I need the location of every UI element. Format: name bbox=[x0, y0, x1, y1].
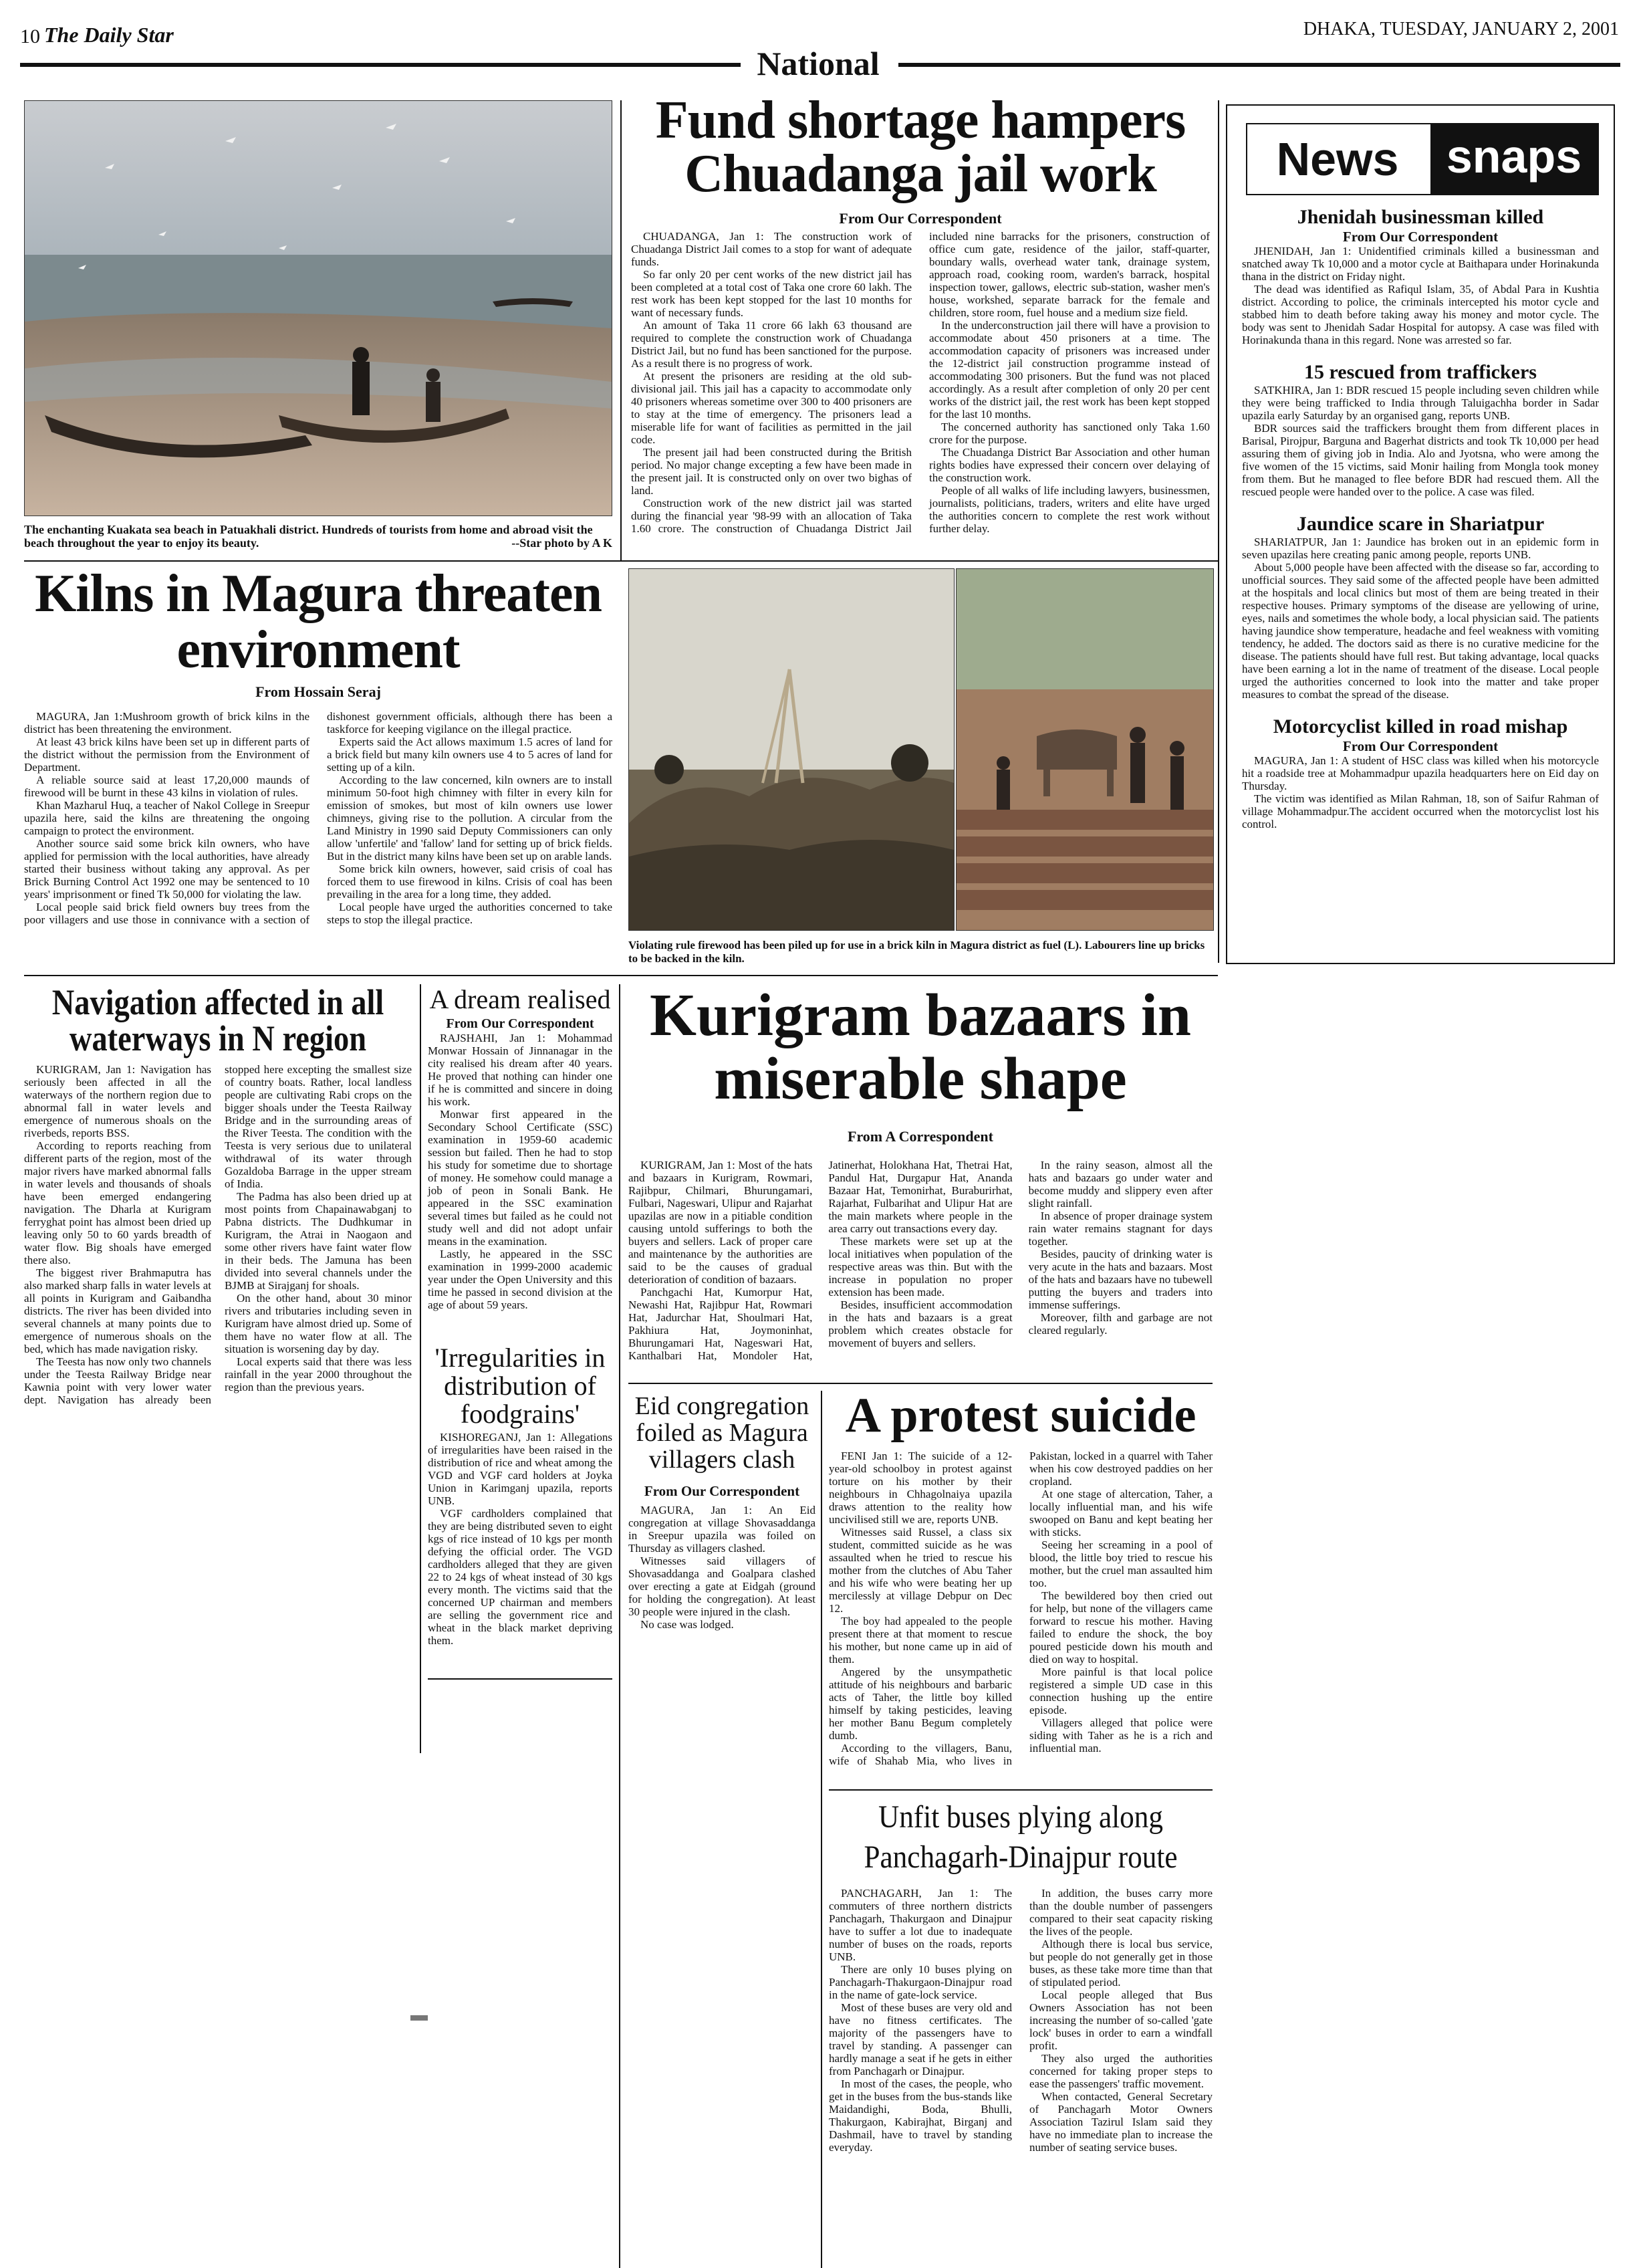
newssnaps-item-paragraph: About 5,000 people have been affected with the disease so far, according to unofficial sources. They said some of the affected people have been admitted at the hospitals and local clinics but most of them are being treated in their respective houses. Primary symptoms of the disease are yellowing of urine, eyes, nails and sometimes the whole body, a local physician said. The patients having jaundice show temperature, headache and feel weakness with vomiting tendency, he added. The doctors said as there is no curative medicine for the disease. The patients should have full rest. But taking advantage, local quacks have been earning a lot in the name of treatment of the disease. Local people urged the authorities concerned to look into the matter and take proper measures to combat the spread of the disease. bbox=[1242, 561, 1599, 701]
newssnaps-item bbox=[1242, 361, 1599, 498]
irregularities-paragraph: VGF cardholders complained that they are being distributed seven to eight kgs of rice instead of 10 kgs per month defying the official order. The VGD cardholders alleged that they are given 22 to 24 kgs of wheat instead of 30 kgs every month. The victims said that the concerned UP chairman and members are selling the government rice and wheat in the black market depriving them. bbox=[428, 1507, 612, 1647]
dateline: DHAKA, TUESDAY, JANUARY 2, 2001 bbox=[1303, 19, 1619, 39]
kurigram-paragraph: Moreover, filth and garbage are not cleared regularly. bbox=[1028, 1311, 1213, 1337]
jail-paragraph: At present the prisoners are residing at the old sub-divisional jail. This jail has a capacity to accommodate only 40 prisoners whereas sometime over 300 to 400 prisoners are to stay at the time of emergency. The prisoners lead a miserable life for want of facilities as permitted in the jail code. bbox=[631, 370, 912, 446]
hrule-4 bbox=[829, 1789, 1213, 1791]
section-title: National bbox=[757, 45, 880, 82]
newssnaps-item-paragraph: The dead was identified as Rafiqul Islam, 35, of Abdal Para in Kushtia district. According to police, the criminals intercepted his motor cycle and stabbed him to death before taking away his money and motor cycle. The body was sent to Jhenidah Sadar Hospital for autopsy. A case was filed with Horinakunda thana in this regard. None was arrested so far. bbox=[1242, 283, 1599, 346]
suicide-paragraph: More painful is that local police registered a simple UD case in this connection hushing up the entire episode. bbox=[1029, 1666, 1213, 1716]
dream-story bbox=[428, 986, 612, 1311]
hrule-3 bbox=[628, 1383, 1213, 1384]
page-marker bbox=[410, 2015, 428, 2021]
newssnaps-item-headline: Jaundice scare in Shariatpur bbox=[1296, 513, 1545, 535]
newssnaps-item-body bbox=[1242, 384, 1599, 498]
newssnaps-item-paragraph: MAGURA, Jan 1: A student of HSC class was killed when his motorcycle hit a roadside tree at Mohammadpur upazila headquarters here on Eid day on Thursday. bbox=[1242, 754, 1599, 792]
kilns-paragraph: Local people said brick field owners buy trees from the poor villagers and use those in connivance with a section of dishonest government officials, although there has been a taskforce for keeping vigilance on the illegal practice. bbox=[24, 710, 612, 926]
kurigram-paragraph: Besides, insufficient accommodation in the hats and bazaars is a great problem which creates obstacle for movement of buyers and sellers. bbox=[828, 1298, 1013, 1349]
jail-body bbox=[631, 230, 1210, 564]
newssnaps-title-snaps: snaps bbox=[1430, 124, 1598, 194]
newssnaps-item-paragraph: SHARIATPUR, Jan 1: Jaundice has broken out in an epidemic form in seven upazilas here creating panic among people, reports UNB. bbox=[1242, 536, 1599, 561]
irregularities-story bbox=[428, 1344, 612, 1647]
kilns-story bbox=[24, 566, 612, 984]
kilns-paragraph: Khan Mazharul Huq, a teacher of Nakol College in Sreepur upazila here, said the kilns are threatening the ongoing campaign to protect the environment. bbox=[24, 799, 309, 837]
newssnaps-item bbox=[1242, 206, 1599, 346]
kurigram-paragraph: KURIGRAM, Jan 1: Most of the hats and bazaars in Kurigram, Rowmari, Rajibpur, Chilmari, Bhurungamari, Fulbari, Nageswari, Ulipur and Rajarhat upazilas are now in a pitiable condition causing untold sufferings to both the buyers and sellers. Lack of proper care and maintenance by the authorities are said to be the causes of gradual deterioration of condition of bazaars. bbox=[628, 1159, 813, 1286]
irregularities-headline: 'Irregularities in distribution of foodgrains' bbox=[434, 1343, 606, 1429]
kurigram-headline: Kurigram bazaars in miserable shape bbox=[650, 982, 1191, 1112]
suicide-story bbox=[829, 1388, 1213, 1775]
suicide-paragraph: At one stage of altercation, Taher, a locally influential man, and his wife swooped on Banu and kept beating her with sticks. bbox=[1029, 1488, 1213, 1539]
navigation-paragraph: The biggest river Brahmaputra has also marked sharp falls in water levels at all points in Kurigram and Gaibandha districts. The river has been divided into several channels at many points due to emergence of numerous shoals on the bed, which has made navigation risky. bbox=[24, 1266, 211, 1355]
jail-paragraph: So far only 20 per cent works of the new district jail has been completed at a total cost of Taka one crore 60 lakh. The rest work has been kept stopped for the last 10 months for want of necessary funds. bbox=[631, 268, 912, 319]
buses-paragraph: Local people alleged that Bus Owners Association has not been increasing the number of so-called 'gate lock' buses in order to earn a windfall profit. bbox=[1029, 1989, 1213, 2052]
irregularities-paragraph: KISHOREGANJ, Jan 1: Allegations of irregularities have been raised in the distribution of rice and wheat among the VGD and VGF card holders at Joyka Union in Karimganj upazila, reports UNB. bbox=[428, 1431, 612, 1507]
col-rule-3 bbox=[420, 984, 421, 1753]
kilns-paragraph: According to the law concerned, kiln owners are to install minimum 50-foot high chimney with filter in every kiln for emission of smokes, but most of kiln owners use lower chimneys, giving rise to the pollution. A circular from the Land Ministry in 1990 said Deputy Commissioners can only allow 'unfertile' and 'fallow' land for setting up of brick fields. But in the district many kilns have been set up on arable lands. bbox=[327, 774, 612, 863]
navigation-story bbox=[24, 984, 412, 1438]
kurigram-body bbox=[628, 1159, 1213, 1399]
newssnaps-box bbox=[1226, 104, 1615, 964]
hrule-1 bbox=[24, 560, 1218, 562]
dream-paragraph: Monwar first appeared in the Secondary School Certificate (SSC) examination in 1959-60 academic session but failed. Then he had to stop his study for sometime due to shortage of money. He somehow could manage a job of peon in Sonali Bank. He appeared in the SSC examination several times but failed as he could not study well and did not adopt unfair means in the examination. bbox=[428, 1108, 612, 1248]
navigation-body bbox=[24, 1063, 412, 1438]
eid-body bbox=[628, 1504, 815, 1631]
irregularities-body bbox=[428, 1431, 612, 1647]
kilns-paragraph: Experts said the Act allows maximum 1.5 acres of land for a brick field but many kiln owners use 4 to 5 acres of land for setting up of a kiln. bbox=[327, 735, 612, 774]
masthead-rule-right bbox=[898, 63, 1620, 67]
kilns-paragraph: A reliable source said at least 17,20,000 maunds of firewood will be burnt in these 43 kilns in violation of rules. bbox=[24, 774, 309, 799]
newssnaps-list bbox=[1242, 206, 1599, 845]
kurigram-paragraph: These markets were set up at the local initiatives when population of the respective areas was thin. But with the increase in population no proper extension has been made. bbox=[828, 1235, 1013, 1298]
kurigram-paragraph: In the rainy season, almost all the hats and bazaars go under water and become muddy and slippery even after slight rainfall. bbox=[1028, 1159, 1213, 1210]
buses-paragraph: PANCHAGARH, Jan 1: The commuters of three northern districts Panchagarh, Thakurgaon and Dinajpur have to suffer a lot due to inadequate number of buses on the roads, reports UNB. bbox=[829, 1887, 1012, 1963]
navigation-paragraph: KURIGRAM, Jan 1: Navigation has seriously been affected in all the waterways of the northern region due to abnormal fall in water levels and emergence of numerous shoals on the riverbeds, reports BSS. bbox=[24, 1063, 211, 1139]
kiln-photo-right bbox=[956, 568, 1214, 931]
dream-paragraph: Lastly, he appeared in the SSC examination in 1999-2000 academic year under the Open University and this time he passed in second division at the age of about 59 years. bbox=[428, 1248, 612, 1311]
beach-photo-caption: The enchanting Kuakata sea beach in Patuakhali district. Hundreds of tourists from home and abroad visit the beach throughout the year to enjoy its beauty. --Star photo by A K bbox=[24, 523, 612, 550]
suicide-paragraph: Seeing her screaming in a pool of blood, the little boy tried to rescue his mother, but the cruel man assaulted him too. bbox=[1029, 1539, 1213, 1589]
buses-paragraph: When contacted, General Secretary of Panchagarh Motor Owners Association Tazirul Islam said they have no immediate plan to increase the number of seating service buses. bbox=[1029, 2090, 1213, 2154]
buses-story bbox=[829, 1797, 1213, 2248]
beach-photo bbox=[24, 100, 612, 516]
buses-paragraph: Most of these buses are very old and have no fitness certificates. The majority of the passengers have to travel by standing. A passenger can hardly manage a seat if he gets in either from Panchagarh or Dinajpur. bbox=[829, 2001, 1012, 2077]
newssnaps-item-byline: From Our Correspondent bbox=[1342, 738, 1499, 754]
eid-story bbox=[628, 1393, 815, 1631]
dream-body bbox=[428, 1032, 612, 1311]
jail-paragraph: In the underconstruction jail there will have a provision to accommodate about 450 prisoners at a time. The accommodation capacity of prisoners was increased under the 12-district jail construction programme instead of accommodating 300 prisoners. But the fund was not placed accordingly. As a result after completion of only 20 per cent works of the district jail, the rest work has been kept stopped for the last 10 months. bbox=[929, 319, 1210, 421]
kurigram-paragraph: Besides, paucity of drinking water is very acute in the hats and bazaars. Most of the hats and bazaars have no tubewell putting the buyers and traders into immense sufferings. bbox=[1028, 1248, 1213, 1311]
dream-headline: A dream realised bbox=[429, 984, 611, 1014]
suicide-paragraph: FENI Jan 1: The suicide of a 12-year-old schoolboy in protest against torture on his mother by their neighbours in Chhagolnaiya upazila draws attention to the reality how uncivilised still we are, reports UNB. bbox=[829, 1450, 1012, 1526]
suicide-paragraph: According to the villagers, Banu, wife of Shahab Mia, who lives in Pakistan, locked in a quarrel with Taher when his cow destroyed paddies on her cropland. bbox=[829, 1450, 1213, 1767]
suicide-body bbox=[829, 1450, 1213, 1775]
newssnaps-item bbox=[1242, 715, 1599, 830]
newssnaps-item-paragraph: JHENIDAH, Jan 1: Unidentified criminals killed a businessman and snatched away Tk 10,000 and a motor cycle at Baithapara under Horinakunda thana in the district on Friday night. bbox=[1242, 245, 1599, 283]
newssnaps-item-paragraph: BDR sources said the traffickers brought them from different places in Barisal, Pirojpur, Barguna and Bagerhat districts and took Tk 10,000 per head assuring them of giving job in India. Alo and Jyotsna, who were among the five women of the 15 victims, said Monir hailing from Mongla took money from them. But he managed to flee before BDR had rescued them. All the rescued people were handed over to the police. A case was filed. bbox=[1242, 422, 1599, 498]
navigation-paragraph: According to reports reaching from different parts of the region, most of the major rivers have marked abnormal falls in water levels and thousands of shoals have been emerged endangering navigation. The Dharla at Kurigram ferryghat point has almost been dried up leaving only 50 to 60 yards breadth of water flow. Big shoals have emerged there also. bbox=[24, 1139, 211, 1266]
newssnaps-item-body bbox=[1242, 754, 1599, 830]
beach-photo-credit: --Star photo by A K bbox=[511, 536, 612, 550]
kilns-paragraph: MAGURA, Jan 1:Mushroom growth of brick kilns in the district has been threatening the environment. bbox=[24, 710, 309, 735]
suicide-paragraph: Villagers alleged that police were siding with Taher as he is a rich and influential man. bbox=[1029, 1716, 1213, 1754]
jail-paragraph: The present jail had been constructed during the British period. No major change excepting a few have been made in the present jail. It is constructed only on over two bighas of land. bbox=[631, 446, 912, 497]
masthead-rule-left bbox=[20, 63, 741, 67]
kurigram-story bbox=[628, 984, 1213, 1399]
newssnaps-item-headline: Jhenidah businessman killed bbox=[1297, 206, 1544, 228]
jail-paragraph: CHUADANGA, Jan 1: The construction work of Chuadanga District Jail comes to a stop for want of adequate funds. bbox=[631, 230, 912, 268]
eid-byline: From Our Correspondent bbox=[644, 1482, 800, 1499]
newssnaps-item-headline: 15 rescued from traffickers bbox=[1304, 361, 1537, 383]
hrule-2 bbox=[24, 975, 1218, 976]
kilns-headline: Kilns in Magura threaten environment bbox=[35, 564, 602, 679]
kilns-byline: From Hossain Seraj bbox=[255, 683, 381, 700]
newssnaps-item-body bbox=[1242, 536, 1599, 701]
newssnaps-item-body bbox=[1242, 245, 1599, 346]
kilns-paragraph: Local people have urged the authorities concerned to take steps to stop the illegal practice. bbox=[327, 901, 612, 926]
suicide-paragraph: The bewildered boy then cried out for help, but none of the villagers came forward to rescue his mother. Having failed to endure the shock, the boy poured pesticide down his mouth and died on way to hospital. bbox=[1029, 1589, 1213, 1666]
eid-paragraph: Witnesses said villagers of Shovasaddanga and Goalpara clashed over erecting a gate at Eidgah (ground for holding the congregation). At least 30 people were injured in the clash. bbox=[628, 1554, 815, 1618]
kurigram-byline: From A Correspondent bbox=[848, 1128, 993, 1145]
jail-headline: Fund shortage hampers Chuadanga jail work bbox=[655, 91, 1186, 203]
navigation-headline: Navigation affected in all waterways in N region bbox=[51, 982, 384, 1058]
navigation-paragraph: Local experts said that there was less rainfall in the year 2000 throughout the region than the previous years. bbox=[225, 1355, 412, 1393]
eid-headline: Eid congregation foiled as Magura villagers clash bbox=[634, 1392, 809, 1474]
col-rule-1 bbox=[620, 100, 622, 562]
kilns-paragraph: At least 43 brick kilns have been set up in different parts of the district without the permission from the Environment of Department. bbox=[24, 735, 309, 774]
navigation-paragraph: The Padma has also been dried up at most points from Chapainawabganj to Pabna districts. The Dudhkumar in Kurigram, the Atrai in Naogaon and some other rivers have faint water flow in their beds. The Jamuna has been divided into several channels under the BJMB at Sirajganj for shoals. bbox=[225, 1190, 412, 1292]
buses-headline: Unfit buses plying along Panchagarh-Dinajpur route bbox=[864, 1799, 1178, 1875]
col-rule-2 bbox=[1218, 100, 1219, 963]
buses-paragraph: There are only 10 buses plying on Panchagarh-Thakurgaon-Dinajpur road in the name of gate-lock service. bbox=[829, 1963, 1012, 2001]
jail-paragraph: People of all walks of life including lawyers, businessmen, journalists, politicians, traders, writers and elite have urged the authorities concern to complete the rest work without further delay. bbox=[929, 484, 1210, 535]
kurigram-paragraph: In absence of proper drainage system rain water remains stagnant for days together. bbox=[1028, 1210, 1213, 1248]
dream-byline: From Our Correspondent bbox=[446, 1016, 594, 1031]
buses-paragraph: They also urged the authorities concerned for taking proper steps to ease the passengers' traffic movement. bbox=[1029, 2052, 1213, 2090]
suicide-headline: A protest suicide bbox=[845, 1388, 1196, 1443]
kilns-paragraph: Another source said some brick kiln owners, who have applied for permission with the local authorities, have already started their business without taking any approval. As per Brick Burning Control Act 1992 one may be sentenced to 10 years' imprisonment or fined Tk 50,000 for violating the law. bbox=[24, 837, 309, 901]
buses-paragraph: Although there is local bus service, but people do not generally get in those buses, as these take more time than that of stipulated period. bbox=[1029, 1938, 1213, 1989]
jail-story bbox=[631, 91, 1210, 564]
dream-paragraph: RAJSHAHI, Jan 1: Mohammad Monwar Hossain of Jinnanagar in the city realised his dream after 40 years. He proved that nothing can hinder one if he is committed and sincere in doing his work. bbox=[428, 1032, 612, 1108]
jail-paragraph: Construction work of the new district jail was started during the financial year '98-99 with an allocation of Taka 1.60 crore. The construction of Chuadanga District Jail included nine barracks for the prisoners, construction of office cum gate, residence of the jailor, staff-quarter, boundary walls, overhead water tank, drainage system, approach road, cooking room, warden's barrack, hospital inspection tower, gallows, electric sub-station, washer men's house, workshed, separate barrack for the female and children, store room, fuel house and a medium size field. bbox=[631, 230, 1210, 535]
paper-logo: The Daily Star bbox=[44, 23, 174, 47]
navigation-paragraph: On the other hand, about 30 minor rivers and tributaries including seven in Kurigram have almost dried up. Some of them have no water flow at all. The situation is worsening day by day. bbox=[225, 1292, 412, 1355]
jail-paragraph: The Chuadanga District Bar Association and other human rights bodies have expressed their concern over delaying of the construction work. bbox=[929, 446, 1210, 484]
page-number: 10 bbox=[20, 25, 40, 47]
navigation-paragraph: The Teesta has now only two channels under the Teesta Railway Bridge near Kawnia point with very lower water dept. Navigation has already been stopped here excepting the smallest size of country boats. Rather, local landless people are cultivating Rabi crops on the bigger shoals under the Teesta Railway Bridge and in the surrounding areas of the River Teesta. The condition with the Teesta is very serious due to unilateral withdrawal of its water through Gozaldoba Barrage in the upper stream of India. bbox=[24, 1063, 412, 1406]
suicide-paragraph: Witnesses said Russel, a class six student, committed suicide as he was assaulted when he tried to rescue his mother from the clutches of Abu Taher and his wife who were beating her up mercilessly at village Debpur on Dec 12. bbox=[829, 1526, 1012, 1615]
kiln-photo-left bbox=[628, 568, 955, 931]
newssnaps-title bbox=[1246, 123, 1599, 195]
col-rule-4 bbox=[619, 984, 620, 2268]
newssnaps-item bbox=[1242, 513, 1599, 701]
kilns-body bbox=[24, 710, 612, 984]
jail-paragraph: An amount of Taka 11 crore 66 lakh 63 thousand are required to complete the construction work of Chuadanga District Jail, but no fund has been sanctioned for the purpose. As a result there is no progress of work. bbox=[631, 319, 912, 370]
newssnaps-item-byline: From Our Correspondent bbox=[1342, 229, 1499, 245]
kiln-photo-caption: Violating rule firewood has been piled up for use in a brick kiln in Magura district as fuel (L). Labourers line up bricks to be backed in the kiln. bbox=[628, 939, 1205, 965]
jail-byline: From Our Correspondent bbox=[839, 210, 1002, 227]
buses-paragraph: In most of the cases, the people, who get in the buses from the bus-stands like Maidandighi, Boda, Bhulli, Thakurgaon, Kabirajhat, Birganj and Dashmail, have to travel by standing everyday. bbox=[829, 2077, 1012, 2154]
kurigram-paragraph: Panchgachi Hat, Kumorpur Hat, Newashi Hat, Rajibpur Hat, Rowmari Hat, Jadurchar Hat, Shoulmari Hat, Pakhiura Hat, Joymoninhat, Bhurungamari Hat, Nageswari Hat, Kanthalbari Hat, Mondoler Hat, Jatinerhat, Holokhana Hat, Thetrai Hat, Pandul Hat, Durgapur Hat, Ananda Bazaar Hat, Temonirhat, Buraburirhat, Rajarhat, Fulbarihat and Ulipur Hat are the main markets where people in the area carry out transactions every day. bbox=[628, 1159, 1013, 1362]
suicide-paragraph: The boy had appealed to the people present there at that moment to rescue his mother, but none came up in aid of them. bbox=[829, 1615, 1012, 1666]
newssnaps-item-paragraph: SATKHIRA, Jan 1: BDR rescued 15 people including seven children while they were being trafficked to India through Taluigachha border in Sadar upazila early Saturday by an organised gang, reports UNB. bbox=[1242, 384, 1599, 422]
buses-paragraph: In addition, the buses carry more than the double number of passengers compared to their seat capacity risking the lives of the people. bbox=[1029, 1887, 1213, 1938]
suicide-paragraph: Angered by the unsympathetic attitude of his neighbours and barbaric acts of Taher, the little boy killed himself by taking pesticides, leaving her mother Banu Begum completely dumb. bbox=[829, 1666, 1012, 1742]
newssnaps-item-paragraph: The victim was identified as Milan Rahman, 18, son of Saifur Rahman of village Mohammadpur.The accident occurred when the motorcyclist lost his control. bbox=[1242, 792, 1599, 830]
newssnaps-item-headline: Motorcyclist killed in road mishap bbox=[1273, 715, 1568, 738]
col-rule-5 bbox=[821, 1391, 822, 2268]
hrule-irreg bbox=[428, 1678, 612, 1680]
eid-paragraph: No case was lodged. bbox=[640, 1617, 734, 1631]
newssnaps-title-news: News bbox=[1276, 133, 1399, 185]
kilns-paragraph: Some brick kiln owners, however, said crisis of coal has forced them to use firewood in kilns. Crisis of coal has been prevailing in the area for a long time, they added. bbox=[327, 863, 612, 901]
eid-paragraph: MAGURA, Jan 1: An Eid congregation at village Shovasaddanga in Sreepur upazila was foiled on Thursday as villagers clashed. bbox=[628, 1503, 815, 1555]
jail-paragraph: The concerned authority has sanctioned only Taka 1.60 crore for the purpose. bbox=[929, 421, 1210, 446]
buses-body bbox=[829, 1887, 1213, 2248]
